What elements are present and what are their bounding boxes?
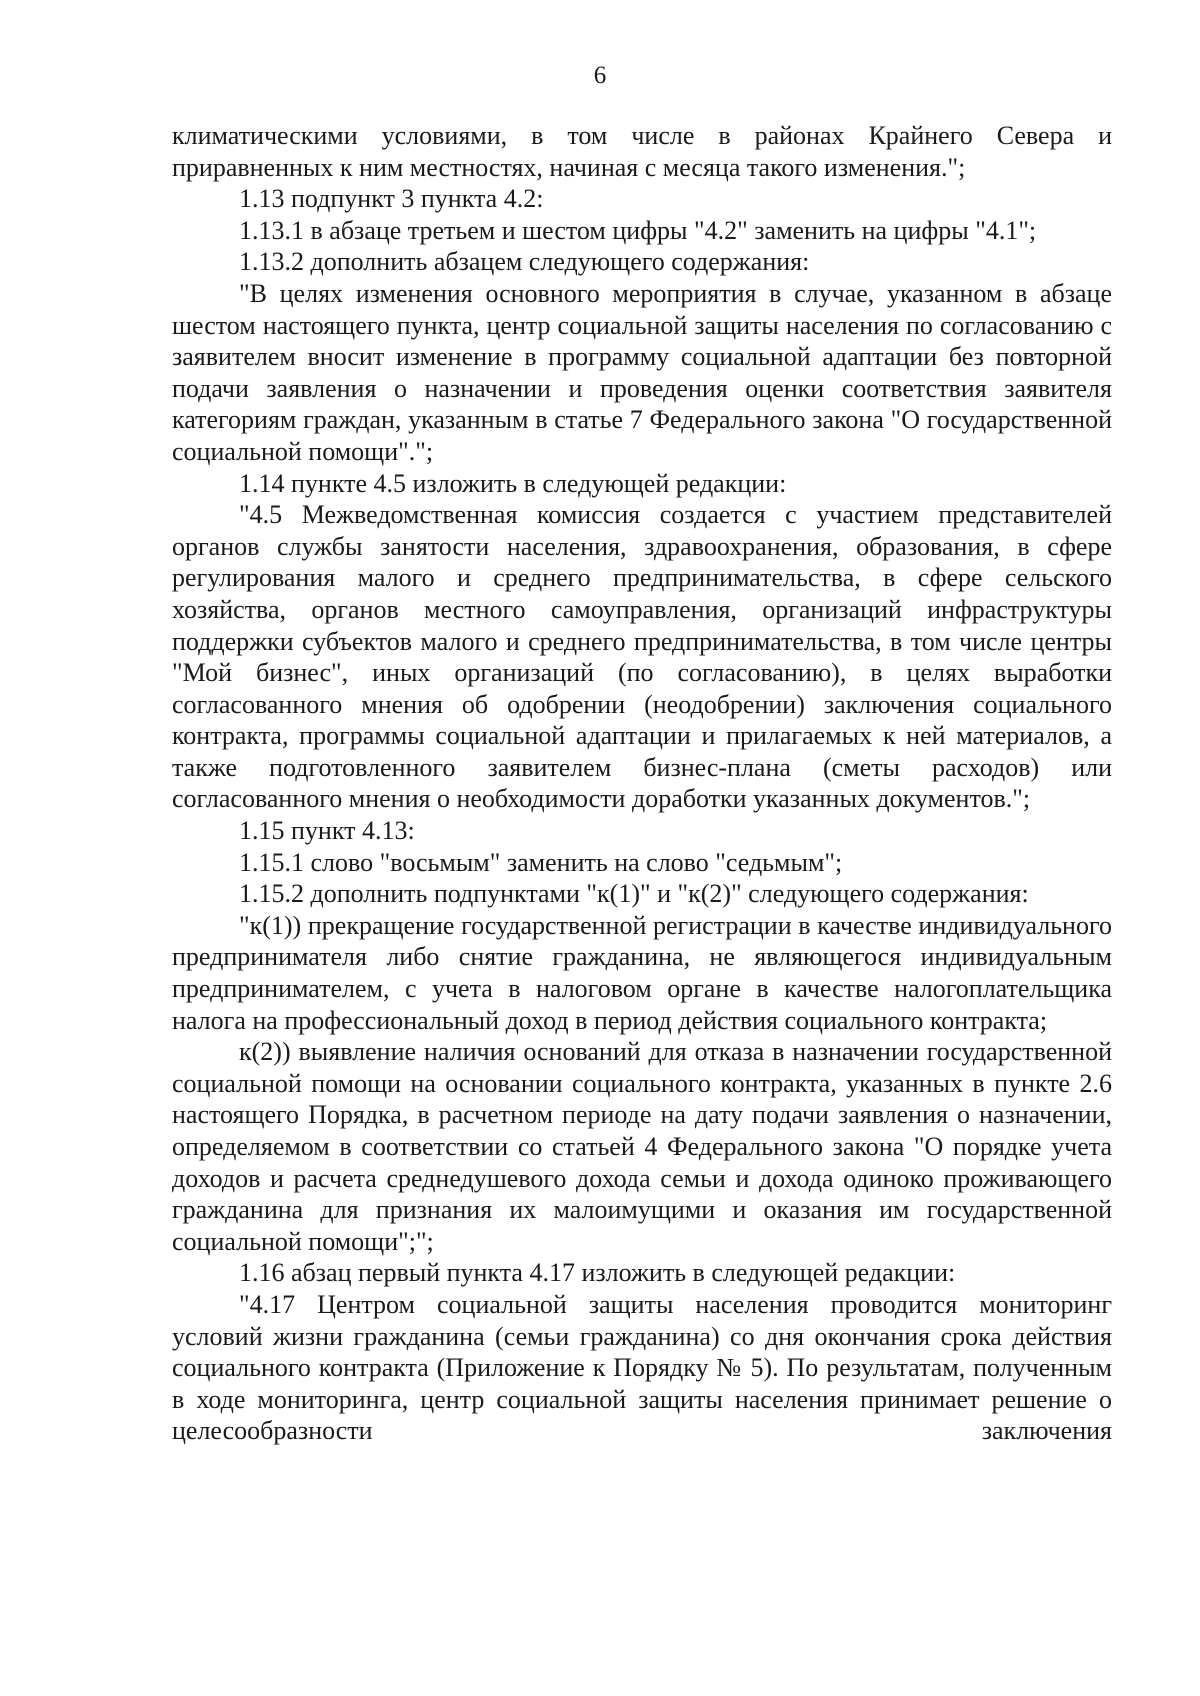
paragraph: 1.14 пункте 4.5 изложить в следующей редакции: [239, 468, 787, 498]
paragraph: 1.13.1 в абзаце третьем и шестом цифры "4.2" заменить на цифры "4.1"; [239, 215, 1037, 245]
paragraph: 1.13 подпункт 3 пункта 4.2: [239, 184, 544, 214]
paragraph: 1.15.1 слово "восьмым" заменить на слово "седьмым"; [239, 847, 843, 877]
paragraph: "В целях изменения основного мероприятия в случае, указанном в абзаце шестом настоящего пункта, центр социальной защиты населения по согласованию с заявителем вносит изменение в программу социальной адаптации без повторной подачи заявления о назначении и проведения оценки соответствия заявителя категориям граждан, указанным в статье 7 Федерального закона "О государственной социальной помощи"."; [172, 278, 1112, 466]
document-body [172, 120, 1112, 1447]
paragraph: к(2)) выявление наличия оснований для отказа в назначении государственной социальной помощи на основании социального контракта, указанных в пункте 2.6 настоящего Порядка, в расчетном периоде на дату подачи заявления о назначении, определяемом в соответствии со статьей 4 Федерального закона "О порядке учета доходов и расчета среднедушевого дохода семьи и дохода одиноко проживающего гражданина для признания их малоимущими и оказания им государственной социальной помощи";"; [172, 1037, 1112, 1256]
paragraph: "к(1)) прекращение государственной регистрации в качестве индивидуального предпринимателя либо снятие гражданина, не являющегося индивидуальным предпринимателем, с учета в налоговом органе в качестве налогоплательщика налога на профессиональный доход в период действия социального контракта; [172, 910, 1112, 1035]
paragraph: 1.16 абзац первый пункта 4.17 изложить в следующей редакции: [239, 1258, 956, 1288]
paragraph: "4.17 Центром социальной защиты населения проводится мониторинг условий жизни гражданина (семьи гражданина) со дня окончания срока действия социального контракта (Приложение к Порядку № 5). По результатам, полученным в ходе мониторинга, центр социальной защиты населения принимает решение о целесообразности заключения [172, 1289, 1112, 1446]
paragraph: 1.15.2 дополнить подпунктами "к(1)" и "к(2)" следующего содержания: [239, 879, 1029, 909]
paragraph: 1.13.2 дополнить абзацем следующего содержания: [239, 247, 810, 277]
paragraph: климатическими условиями, в том числе в районах Крайнего Севера и приравненных к ним местностях, начиная с месяца такого изменения."; [172, 121, 1112, 182]
paragraph: "4.5 Межведомственная комиссия создается с участием представителей органов службы занятости населения, здравоохранения, образования, в сфере регулирования малого и среднего предпринимательства, в сфере сельского хозяйства, органов местного самоуправления, организаций инфраструктуры поддержки субъектов малого и среднего предпринимательства, в том числе центры "Мой бизнес", иных организаций (по согласованию), в целях выработки согласованного мнения об одобрении (неодобрении) заключения социального контракта, программы социальной адаптации и прилагаемых к ней материалов, а также подготовленного заявителем бизнес-плана (сметы расходов) или согласованного мнения о необходимости доработки указанных документов."; [172, 500, 1112, 814]
page-number: 6 [593, 62, 607, 89]
paragraph: 1.15 пункт 4.13: [239, 816, 415, 846]
